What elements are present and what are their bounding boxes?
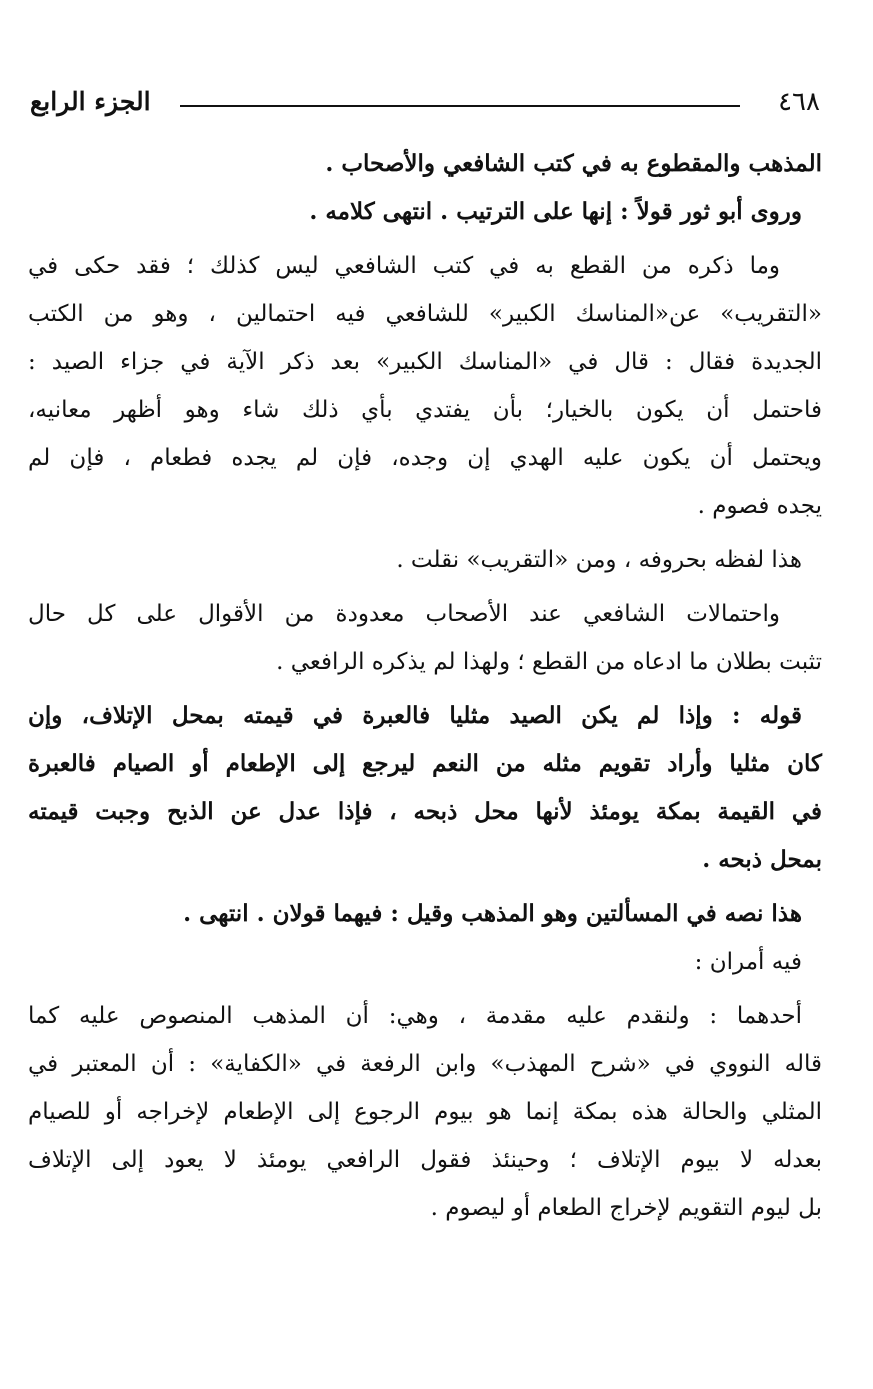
- page-number: ٤٦٨: [778, 87, 820, 117]
- text-line: وما ذكره من القطع به في كتب الشافعي ليس كذلك ؛ فقد حكى في: [28, 253, 780, 279]
- text-line: «التقريب» عن«المناسك الكبير» للشافعي فيه احتمالين ، وهو من الكتب: [28, 301, 822, 327]
- text-line: ويحتمل أن يكون عليه الهدي إن وجده، فإن لم يجده فطعام ، فإن لم: [28, 445, 822, 471]
- header-rule: [180, 105, 740, 107]
- text-line: الجديدة فقال : قال في «المناسك الكبير» بعد ذكر الآية في جزاء الصيد :: [28, 349, 822, 375]
- part-title: الجزء الرابع: [30, 87, 151, 116]
- text-line: هذا نصه في المسألتين وهو المذهب وقيل : فيهما قولان . انتهى .: [183, 900, 802, 927]
- text-line: تثبت بطلان ما ادعاه من القطع ؛ ولهذا لم يذكره الرافعي .: [276, 649, 822, 675]
- text-line: أحدهما : ولنقدم عليه مقدمة ، وهي: أن المذهب المنصوص عليه كما: [28, 1003, 802, 1029]
- text-line: يجده فصوم .: [697, 493, 822, 519]
- text-line: بل ليوم التقويم لإخراج الطعام أو ليصوم .: [430, 1195, 822, 1221]
- text-line: بعدله لا بيوم الإتلاف ؛ وحينئذ فقول الرافعي يومئذ لا يعود إلى الإتلاف: [28, 1147, 822, 1173]
- text-line: واحتمالات الشافعي عند الأصحاب معدودة من الأقوال على كل حال: [28, 601, 780, 627]
- text-line: قاله النووي في «شرح المهذب» وابن الرفعة في «الكفاية» : أن المعتبر في: [28, 1051, 822, 1077]
- text-line: هذا لفظه بحروفه ، ومن «التقريب» نقلت .: [396, 547, 802, 573]
- text-line: بمحل ذبحه .: [702, 846, 822, 873]
- text-line: كان مثليا وأراد تقويم مثله من النعم ليرجع إلى الإطعام أو الصيام فالعبرة: [28, 750, 822, 777]
- text-line: المثلي والحالة هذه بمكة إنما هو بيوم الرجوع إلى الإطعام لإخراجه أو للصيام: [28, 1099, 822, 1125]
- text-line: قوله : وإذا لم يكن الصيد مثليا فالعبرة في قيمته بمحل الإتلاف، وإن: [28, 702, 802, 729]
- text-line: في القيمة بمكة يومئذ لأنها محل ذبحه ، فإذا عدل عن الذبح وجبت قيمته: [28, 798, 822, 825]
- page-header: [30, 84, 820, 124]
- text-line: فاحتمل أن يكون بالخيار؛ بأن يفتدي بأي ذلك شاء وهو أظهر معانيه،: [28, 397, 822, 423]
- text-line: فيه أمران :: [694, 949, 802, 975]
- page-body: [28, 140, 822, 1232]
- text-line: المذهب والمقطوع به في كتب الشافعي والأصحاب .: [325, 150, 822, 177]
- text-line: وروى أبو ثور قولاً : إنها على الترتيب . انتهى كلامه .: [309, 198, 802, 225]
